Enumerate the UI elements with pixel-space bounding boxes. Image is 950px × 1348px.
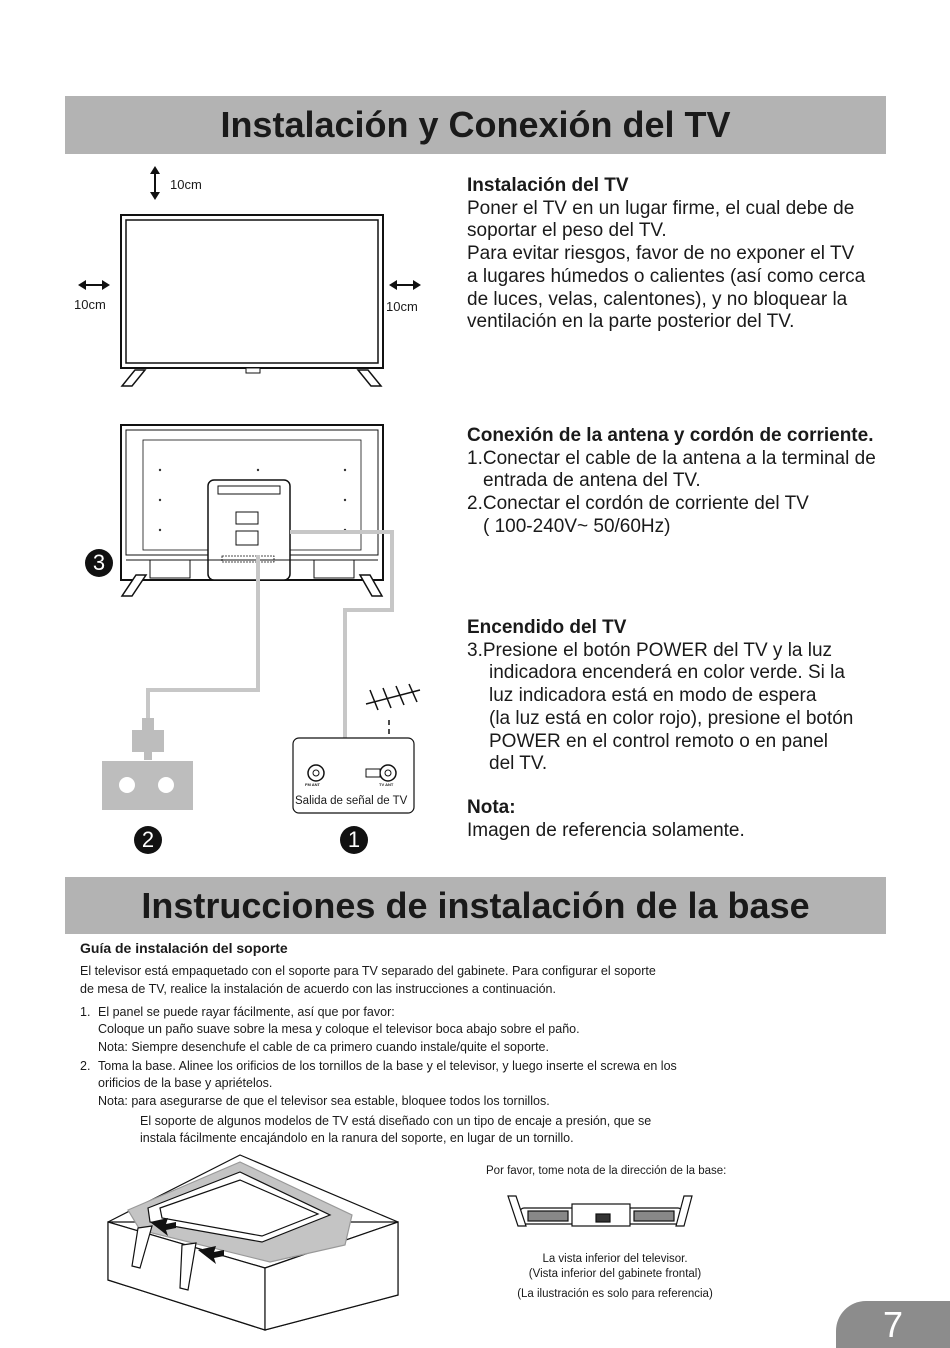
section-title-installation: Instalación y Conexión del TV [65, 96, 886, 154]
port-fm-label: FM ANT [305, 782, 320, 787]
press-fit-line: instala fácilmente encajándolo en la ranura del soporte, en lugar de un tornillo. [140, 1131, 574, 1146]
power-line: indicadora encenderá en color verde. Si la [489, 662, 845, 684]
connection-line: 2.Conectar el cordón de corriente del TV [467, 493, 809, 515]
bottom-view-caption [490, 1252, 740, 1282]
note-text: Imagen de referencia solamente. [467, 819, 745, 841]
power-heading: Encendido del TV [467, 617, 627, 638]
power-plug-outlet [102, 718, 193, 810]
power-line: luz indicadora está en modo de espera [489, 685, 817, 707]
tv-back-diagram [121, 425, 392, 773]
marker-2: 2 [134, 826, 162, 854]
install-line: Poner el TV en un lugar firme, el cual debe de [467, 197, 855, 219]
reference-caption: (La ilustración es solo para referencia) [517, 1288, 713, 1300]
install-line: soportar el peso del TV. [467, 220, 667, 242]
note-heading: Nota: [467, 797, 516, 818]
step-line: Nota: Siempre desenchufe el cable de ca primero cuando instale/quite el soporte. [98, 1039, 549, 1054]
power-line: POWER en el control remoto o en panel [489, 730, 829, 752]
step-1 [80, 1004, 860, 1056]
bottom-view-line: (Vista inferior del gabinete frontal) [528, 1268, 702, 1280]
guide-intro-line: de mesa de TV, realice la instalación de acuerdo con las instrucciones a continuación. [80, 981, 556, 996]
page-number: 7 [836, 1301, 950, 1348]
tv-front-diagram [78, 166, 421, 386]
power-line: 3.Presione el botón POWER del TV y la luz [467, 639, 833, 661]
press-fit-line: El soporte de algunos modelos de TV está diseñado con un tipo de encaje a presión, que se [140, 1114, 652, 1128]
port-tv-label: TV ANT [379, 782, 394, 787]
signal-output-label: Salida de señal de TV [295, 795, 408, 807]
note-text-block [467, 797, 867, 842]
power-line: del TV. [489, 753, 548, 775]
marker-3: 3 [85, 549, 113, 577]
step-line: Nota: para asegurarse de que el televisor sea estable, bloquee todos los tornillos. [98, 1093, 550, 1108]
install-text-block [467, 175, 927, 334]
marker-1: 1 [340, 826, 368, 854]
step-line: El panel se puede rayar fácilmente, así que por favor: [98, 1005, 395, 1019]
connection-heading: Conexión de la antena y cordón de corriente. [467, 425, 874, 446]
clearance-left-label: 10cm [74, 297, 106, 312]
step-line: Toma la base. Alinee los orificios de los tornillos de la base y el televisor, y luego inserte el screwa en los [98, 1059, 677, 1073]
connection-line: 1.Conectar el cable de la antena a la terminal de [467, 447, 876, 469]
connection-text-block [467, 425, 937, 539]
guide-heading: Guía de instalación del soporte [80, 940, 288, 956]
step-number: 1. [80, 1005, 91, 1019]
power-text-block [467, 617, 937, 776]
guide-intro-line: El televisor está empaquetado con el soporte para TV separado del gabinete. Para configurar el soporte [80, 964, 656, 979]
step-number: 2. [80, 1059, 91, 1073]
bottom-view-line: La vista inferior del televisor. [542, 1253, 688, 1265]
step-line: orificios de la base y apriételos. [98, 1076, 273, 1091]
press-fit-note [140, 1113, 860, 1148]
install-line: Para evitar riesgos, favor de no exponer el TV [467, 243, 855, 265]
install-line: de luces, velas, calentones), y no bloquear la [467, 288, 848, 310]
stand-install-illustration [108, 1155, 398, 1330]
connection-line: ( 100-240V~ 50/60Hz) [483, 515, 671, 537]
base-direction-note: Por favor, tome nota de la dirección de la base: [486, 1165, 727, 1177]
install-line: a lugares húmedos o calientes (así como cerca [467, 265, 866, 287]
step-line: Coloque un paño suave sobre la mesa y coloque el televisor boca abajo sobre el paño. [98, 1022, 580, 1037]
step-2 [80, 1058, 860, 1110]
clearance-right-label: 10cm [386, 299, 418, 314]
install-line: ventilación en la parte posterior del TV. [467, 311, 795, 333]
power-line: (la luz está en color rojo), presione el botón [489, 707, 854, 729]
clearance-top-label: 10cm [170, 177, 202, 192]
guide-block [80, 940, 860, 998]
section-title-stand: Instrucciones de instalación de la base [65, 877, 886, 934]
install-heading: Instalación del TV [467, 175, 629, 196]
tv-bottom-view [508, 1196, 692, 1226]
connection-line: entrada de antena del TV. [483, 470, 701, 492]
